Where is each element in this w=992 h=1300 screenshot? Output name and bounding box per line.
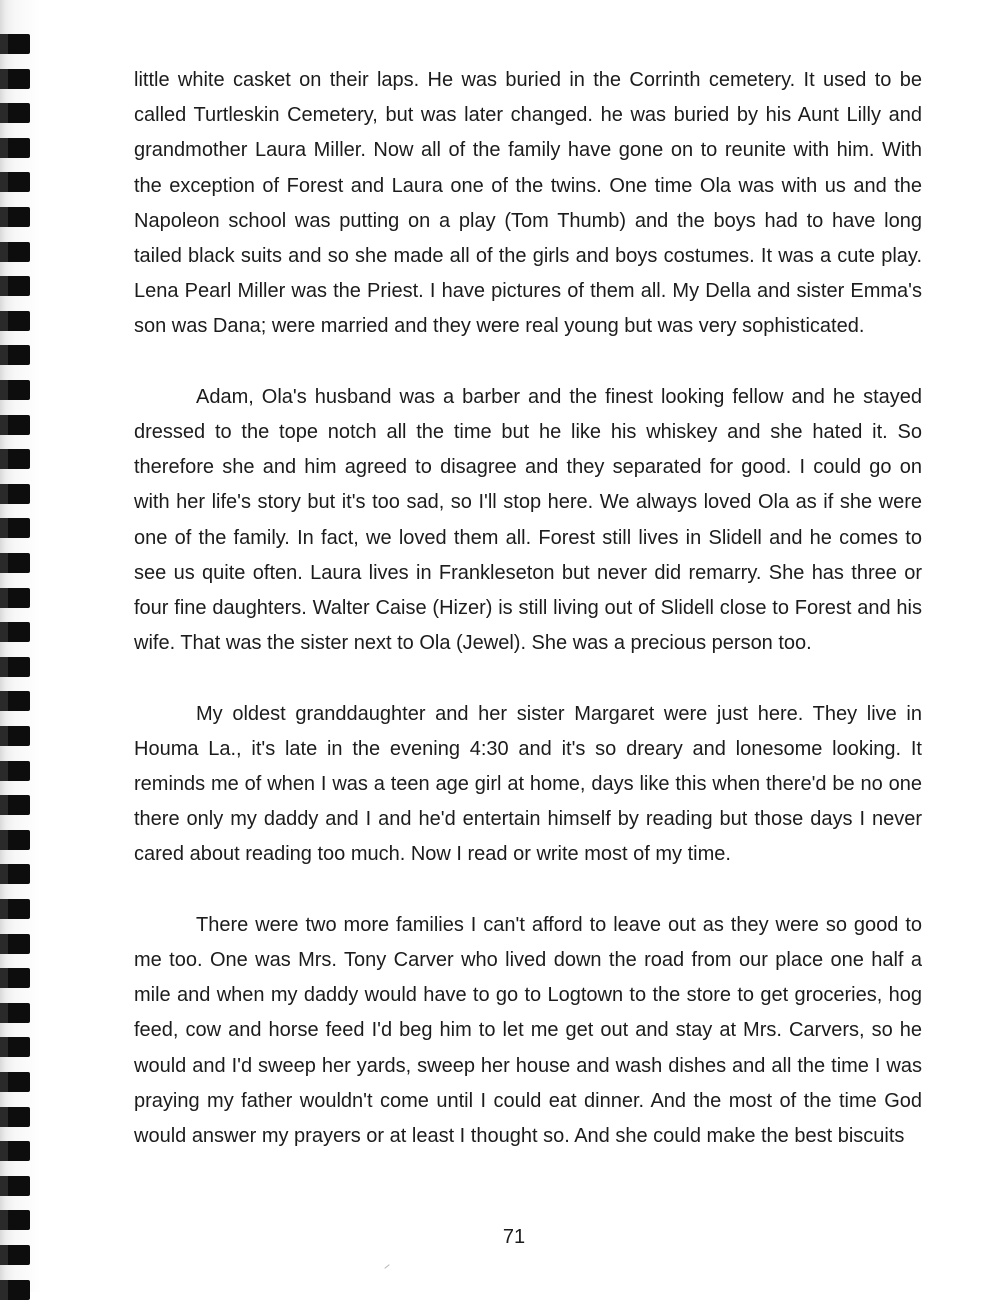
binding-mark [0, 622, 30, 642]
binding-mark [0, 1280, 30, 1300]
binding-mark [0, 242, 30, 262]
page-number: 71 [502, 1226, 526, 1248]
binding-mark [0, 172, 30, 192]
binding-mark [0, 1141, 30, 1161]
paragraph-2: Adam, Ola's husband was a barber and the finest looking fellow and he stayed dressed to the tope notch all the time but he like his whiskey and she hated it. So therefore she and him agreed to disagree and they separated for good. I could go on with her life's story but it's too sad, so I'll stop here. We always loved Ola as if she were one of the family. In fact, we loved them all. Forest still lives in Slidell and he comes to see us quite often. Laura lives in Frankleseton but never did remarry. She has three or four fine daughters. Walter Caise (Hizer) is still living out of Slidell close to Forest and his wife. That was the sister next to Ola (Jewel). She was a precious person too. [134, 385, 922, 655]
binding-mark [0, 69, 30, 89]
binding-mark [0, 864, 30, 884]
binding-mark [0, 380, 30, 400]
page-body [134, 63, 922, 1189]
paper-speck [384, 1264, 389, 1269]
binding-mark [0, 207, 30, 227]
binding-mark [0, 1107, 30, 1127]
binding-mark [0, 345, 30, 365]
binding-mark [0, 1210, 30, 1230]
binding-mark [0, 415, 30, 435]
binding-mark [0, 276, 30, 296]
binding-mark [0, 518, 30, 538]
binding-mark [0, 553, 30, 573]
binding-mark [0, 103, 30, 123]
binding-mark [0, 1003, 30, 1023]
paragraph-1: little white casket on their laps. He was buried in the Corrinth cemetery. It used to be called Turtleskin Cemetery, but was later changed. he was buried by his Aunt Lilly and grandmother Laura Miller. Now all of the family have gone on to reunite with him. With the exception of Forest and Laura one of the twins. One time Ola was with us and the Napoleon school was putting on a play (Tom Thumb) and the boys had to have long tailed black suits and so she made all of the girls and boys costumes. It was a cute play. Lena Pearl Miller was the Priest. I have pictures of them all. My Della and sister Emma's son was Dana; were married and they were real young but was very sophisticated. [134, 69, 922, 338]
binding-mark [0, 1072, 30, 1092]
binding-mark [0, 726, 30, 746]
binding-mark [0, 311, 30, 331]
binding-mark [0, 761, 30, 781]
binding-mark [0, 1176, 30, 1196]
binding-mark [0, 138, 30, 158]
binding-mark [0, 968, 30, 988]
binding-mark [0, 795, 30, 815]
binding-mark [0, 657, 30, 677]
binding-mark [0, 449, 30, 469]
binding-mark [0, 588, 30, 608]
binding-mark [0, 1245, 30, 1265]
binding-mark [0, 484, 30, 504]
paragraph-3: My oldest granddaughter and her sister Margaret were just here. They live in Houma La., it's late in the evening 4:30 and it's so dreary and lonesome looking. It reminds me of when I was a teen age girl at home, days like this when there'd be no one there only my daddy and I and he'd entertain himself by reading but those days I never cared about reading too much. Now I read or write most of my time. [134, 702, 922, 866]
binding-mark [0, 899, 30, 919]
spiral-binding [0, 0, 40, 1292]
binding-mark [0, 34, 30, 54]
binding-mark [0, 1037, 30, 1057]
binding-mark [0, 691, 30, 711]
binding-mark [0, 830, 30, 850]
paragraph-4: There were two more families I can't afford to leave out as they were so good to me too. One was Mrs. Tony Carver who lived down the road from our place one half a mile and when my daddy would have to go to Logtown to the store to get groceries, hog feed, cow and horse feed I'd beg him to let me get out and stay at Mrs. Carvers, so he would and I'd sweep her yards, sweep her house and wash dishes and all the time I was praying my father wouldn't come until I could eat dinner. And the most of the time God would answer my prayers or at least I thought so. And she could make the best biscuits [134, 913, 922, 1148]
binding-mark [0, 934, 30, 954]
